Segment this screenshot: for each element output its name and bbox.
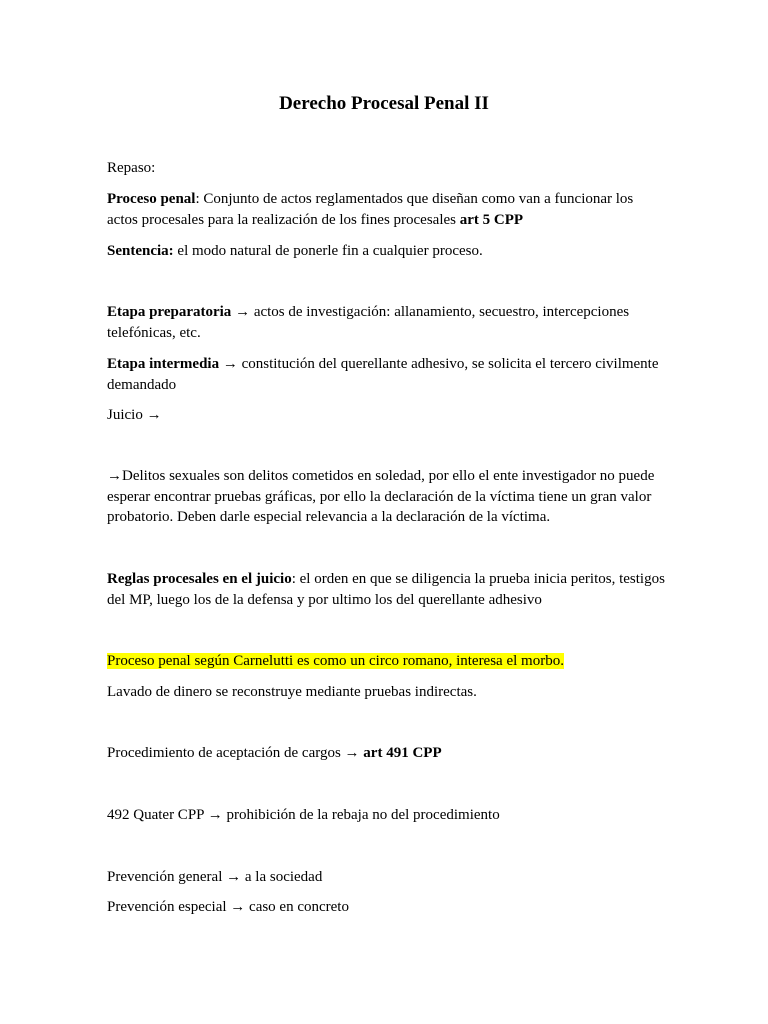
- prevencion-general-detail: a la sociedad: [244, 869, 323, 885]
- proceso-penal-term: Proceso penal: [107, 191, 196, 207]
- etapa-intermedia-text: constitución del querellante adhesivo, se solicita el tercero civilmente demandado: [107, 356, 659, 393]
- etapa-preparatoria-text: actos de investigación: allanamiento, secuestro, intercepciones telefónicas, etc.: [107, 304, 630, 341]
- arrow-icon: →: [340, 745, 364, 761]
- prevencion-especial-text: Prevención especial: [107, 899, 227, 915]
- prevencion-general-text: Prevención general: [107, 869, 223, 885]
- repaso-label: Repaso:: [107, 160, 156, 176]
- arrow-icon: →: [142, 407, 162, 423]
- arrow-icon: →: [107, 468, 122, 484]
- juicio-paragraph: [107, 405, 667, 426]
- reglas-paragraph: [107, 569, 667, 610]
- etapa-intermedia-term: Etapa intermedia: [107, 356, 220, 372]
- arrow-icon: →: [222, 869, 245, 885]
- carnelutti-paragraph: [107, 651, 667, 672]
- delitos-text: Delitos sexuales son delitos cometidos en soledad, por ello el ente investigador no puede esperar encontrar pruebas gráficas, por ello la declaración de la víctima tiene un gran valor probatorio. Deben darle especial relevancia a la declaración de la víctima.: [107, 468, 655, 525]
- carnelutti-highlight: Proceso penal según Carnelutti es como un circo romano, interesa el morbo.: [107, 653, 564, 669]
- aceptacion-text: Procedimiento de aceptación de cargos: [107, 745, 341, 761]
- arrow-icon: →: [226, 899, 250, 915]
- arrow-icon: →: [203, 807, 227, 823]
- sentencia-text: el modo natural de ponerle fin a cualquier proceso.: [173, 243, 483, 259]
- arrow-icon: →: [231, 304, 254, 320]
- prevencion-especial-paragraph: [107, 897, 667, 918]
- reglas-text: : el orden en que se diligencia la prueba inicia peritos, testigos del MP, luego los de la defensa y por ultimo los del querellante adhesivo: [107, 571, 665, 608]
- aceptacion-paragraph: [107, 743, 667, 764]
- aceptacion-ref: art 491 CPP: [363, 745, 442, 761]
- sentencia-term: Sentencia:: [107, 243, 174, 259]
- prevencion-general-paragraph: [107, 867, 667, 888]
- etapa-preparatoria-term: Etapa preparatoria: [107, 304, 232, 320]
- proceso-penal-paragraph: [107, 189, 667, 230]
- reglas-term: Reglas procesales en el juicio: [107, 571, 292, 587]
- proceso-penal-text: : Conjunto de actos reglamentados que diseñan como van a funcionar los actos procesales para la realización de los fines procesales: [107, 191, 634, 228]
- sentencia-paragraph: [107, 241, 667, 262]
- arrow-icon: →: [219, 356, 242, 372]
- juicio-text: Juicio: [107, 407, 143, 423]
- proceso-penal-ref: art 5 CPP: [459, 211, 524, 228]
- lavado-paragraph: Lavado de dinero se reconstruye mediante pruebas indirectas.: [107, 684, 477, 700]
- prevencion-especial-detail: caso en concreto: [249, 899, 349, 915]
- delitos-paragraph: [107, 466, 667, 528]
- quater-text: 492 Quater CPP: [107, 807, 204, 823]
- etapa-preparatoria-paragraph: [107, 302, 667, 343]
- document-title: Derecho Procesal Penal II: [279, 93, 489, 114]
- quater-paragraph: [107, 805, 667, 826]
- quater-detail: prohibición de la rebaja no del procedimiento: [226, 807, 500, 823]
- etapa-intermedia-paragraph: [107, 354, 667, 395]
